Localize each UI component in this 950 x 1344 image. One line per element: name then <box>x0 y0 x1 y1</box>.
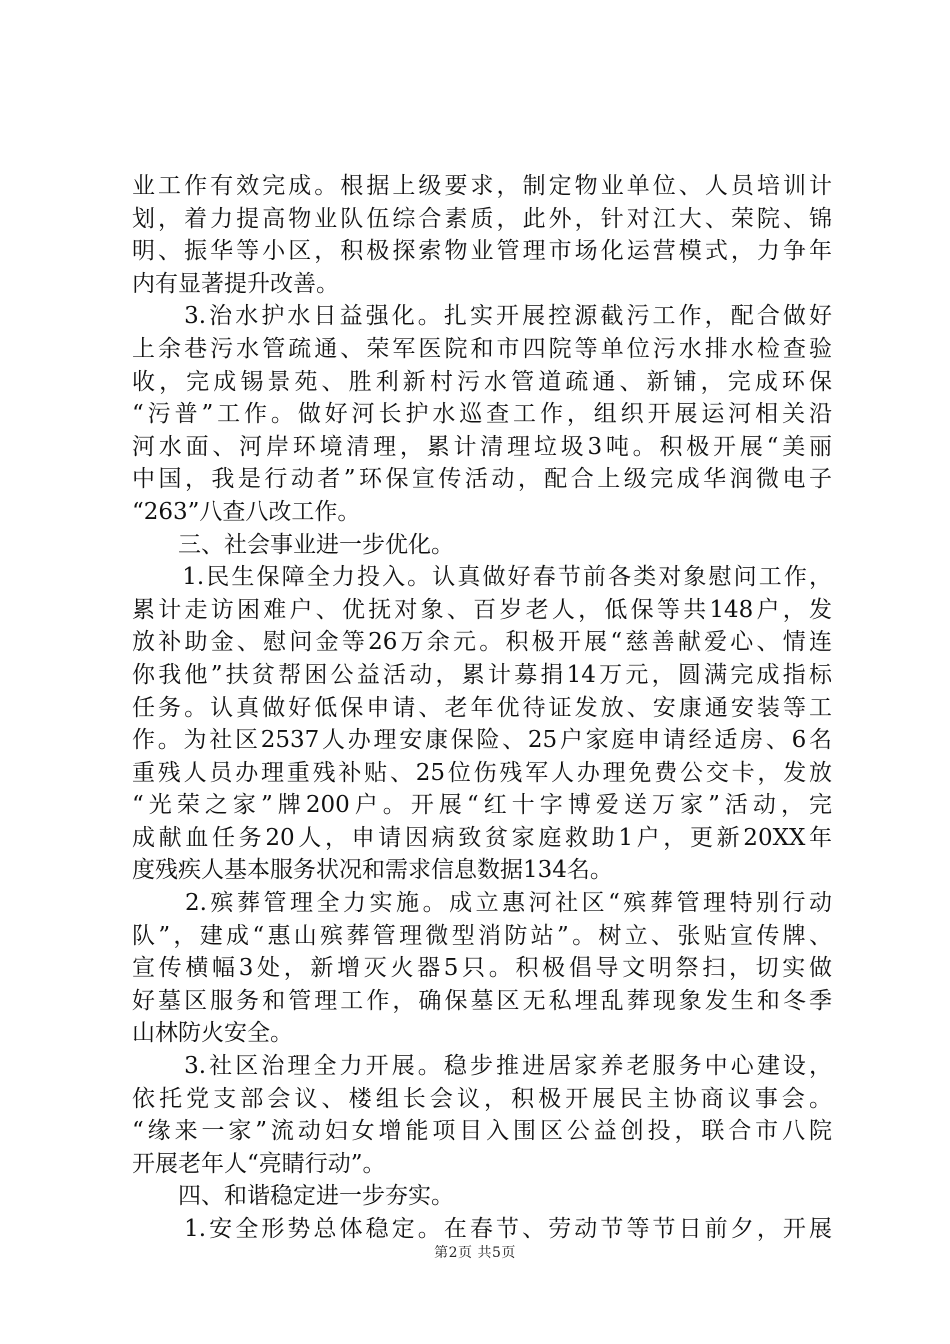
text-line: “263”八查八改工作。 <box>132 498 361 525</box>
text-line: 开展老年人“亮睛行动”。 <box>132 1150 386 1177</box>
text-line: 任务。认真做好低保申请、老年优待证发放、安康通安装等工 <box>132 694 832 721</box>
page-number-footer: 第2页 共5页 <box>434 1245 516 1261</box>
text-line: 累计走访困难户、优抚对象、百岁老人，低保等共148户，发 <box>132 596 832 623</box>
text-line: 1.民生保障全力投入。认真做好春节前各类对象慰问工作， <box>132 564 832 591</box>
text-line: 3.治水护水日益强化。扎实开展控源截污工作，配合做好 <box>132 303 832 330</box>
text-line: 放补助金、慰问金等26万余元。积极开展“慈善献爱心、情连 <box>132 629 832 656</box>
text-line: 山林防火安全。 <box>132 1020 293 1047</box>
text-line: 收，完成锡景苑、胜利新村污水管道疏通、新铺，完成环保 <box>132 368 832 395</box>
text-line: 队”，建成“惠山殡葬管理微型消防站”。树立、张贴宣传牌、 <box>132 922 832 949</box>
text-line: “缘来一家”流动妇女增能项目入围区公益创投，联合市八院 <box>132 1118 832 1145</box>
text-line: 划，着力提高物业队伍综合素质，此外，针对江大、荣院、锦 <box>132 205 832 232</box>
text-line: 河水面、河岸环境清理，累计清理垃圾3吨。积极开展“美丽 <box>132 433 832 460</box>
text-line: 度残疾人基本服务状况和需求信息数据134名。 <box>132 857 613 884</box>
text-line: 作。为社区2537人办理安康保险、25户家庭申请经适房、6名 <box>132 727 832 754</box>
text-line: 依托党支部会议、楼组长会议，积极开展民主协商议事会。 <box>132 1085 832 1112</box>
text-line: “污普”工作。做好河长护水巡查工作，组织开展运河相关沿 <box>132 401 832 428</box>
text-line: 你我他”扶贫帮困公益活动，累计募捐14万元，圆满完成指标 <box>132 661 832 688</box>
text-line: 重残人员办理重残补贴、25位伤残军人办理免费公交卡，发放 <box>132 759 832 786</box>
text-line: 2.殡葬管理全力实施。成立惠河社区“殡葬管理特别行动 <box>132 890 832 917</box>
text-line: 中国，我是行动者”环保宣传活动，配合上级完成华润微电子 <box>132 466 832 493</box>
text-line: 成献血任务20人，申请因病致贫家庭救助1户，更新20XX年 <box>132 824 832 851</box>
text-line: “光荣之家”牌200户。开展“红十字博爱送万家”活动，完 <box>132 792 832 819</box>
text-line: 好墓区服务和管理工作，确保墓区无私埋乱葬现象发生和冬季 <box>132 987 832 1014</box>
text-line: 3.社区治理全力开展。稳步推进居家养老服务中心建设， <box>132 1053 832 1080</box>
text-line: 1.安全形势总体稳定。在春节、劳动节等节日前夕，开展 <box>132 1216 832 1242</box>
text-line: 内有显著提升改善。 <box>132 270 339 297</box>
document-body <box>132 170 832 1246</box>
text-line: 宣传横幅3处，新增灭火器5只。积极倡导文明祭扫，切实做 <box>132 955 832 982</box>
text-line: 业工作有效完成。根据上级要求，制定物业单位、人员培训计 <box>132 173 832 199</box>
text-line: 三、社会事业进一步优化。 <box>132 531 454 558</box>
text-line: 明、振华等小区，积极探索物业管理市场化运营模式，力争年 <box>132 238 832 265</box>
text-line: 四、和谐稳定进一步夯实。 <box>132 1183 454 1210</box>
text-line: 上余巷污水管疏通、荣军医院和市四院等单位污水排水检查验 <box>132 335 832 362</box>
